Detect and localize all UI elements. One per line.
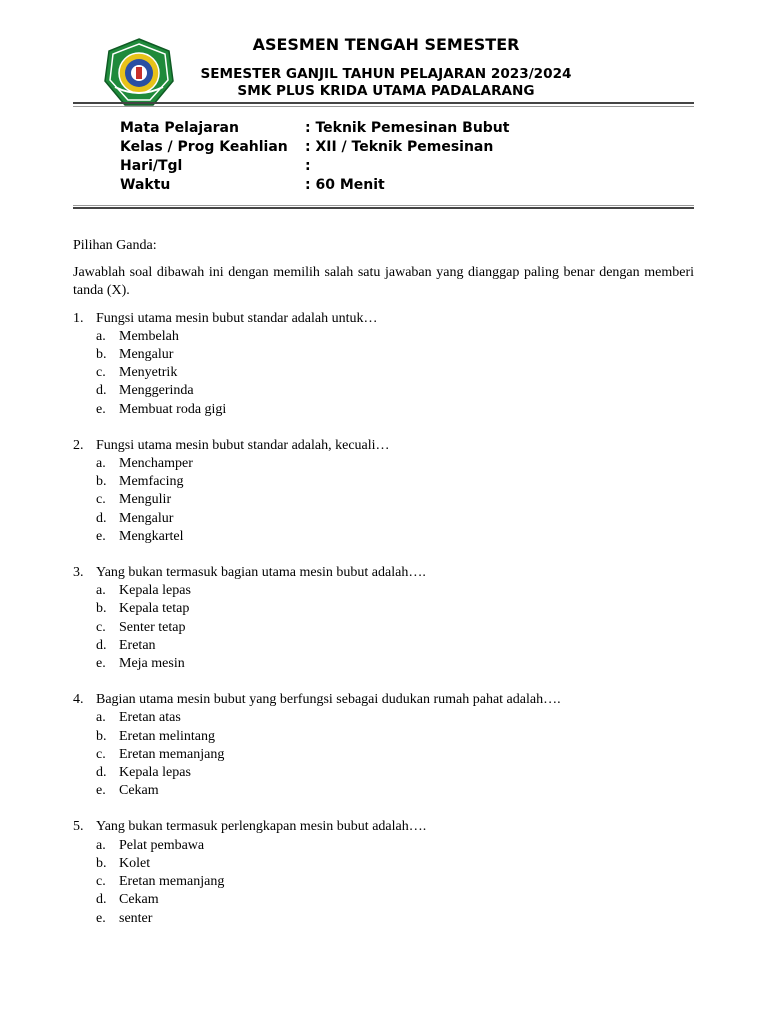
option-d (73, 891, 694, 909)
option-text: Eretan memanjang (119, 746, 225, 762)
school-logo (103, 37, 175, 109)
info-value: : 60 Menit (305, 177, 385, 193)
option-d (73, 637, 694, 655)
option-text: Eretan melintang (119, 728, 216, 744)
question-stem (73, 310, 694, 328)
info-divider-thin (73, 205, 694, 206)
option-e (73, 910, 694, 928)
question-number: 1. (73, 310, 84, 326)
option-letter: d. (96, 892, 107, 908)
option-letter: c. (96, 746, 106, 762)
header-divider (73, 102, 694, 104)
option-a (73, 582, 694, 600)
option-text: Eretan atas (119, 710, 181, 726)
option-letter: e. (96, 656, 106, 672)
option-text: Mengalur (119, 347, 174, 363)
exam-content (73, 237, 694, 946)
option-e (73, 782, 694, 800)
option-letter: a. (96, 456, 106, 472)
option-letter: a. (96, 328, 106, 344)
option-letter: e. (96, 910, 106, 926)
question-text: Fungsi utama mesin bubut standar adalah, kecuali… (96, 437, 390, 453)
question-number: 2. (73, 437, 84, 453)
option-c (73, 491, 694, 509)
question-text: Yang bukan termasuk perlengkapan mesin bubut adalah…. (96, 819, 427, 835)
option-a (73, 455, 694, 473)
info-value: : Teknik Pemesinan Bubut (305, 120, 510, 136)
option-text: Memfacing (119, 474, 184, 490)
option-text: Menggerinda (119, 383, 194, 399)
option-letter: d. (96, 765, 107, 781)
option-text: Pelat pembawa (119, 837, 205, 853)
info-label: Mata Pelajaran (120, 120, 239, 136)
info-row-class (120, 139, 640, 158)
info-row-date (120, 158, 640, 177)
option-text: Membelah (119, 328, 179, 344)
option-c (73, 364, 694, 382)
option-d (73, 510, 694, 528)
section-title: Pilihan Ganda: (73, 238, 157, 253)
option-letter: e. (96, 401, 106, 417)
question-1 (73, 310, 694, 419)
question-4 (73, 691, 694, 800)
option-letter: a. (96, 583, 106, 599)
option-letter: b. (96, 347, 107, 363)
option-letter: e. (96, 783, 106, 799)
option-text: Menyetrik (119, 365, 178, 381)
option-text: Cekam (119, 783, 159, 799)
question-text: Bagian utama mesin bubut yang berfungsi sebagai dudukan rumah pahat adalah…. (96, 692, 561, 708)
option-letter: c. (96, 619, 106, 635)
option-letter: a. (96, 710, 106, 726)
option-e (73, 655, 694, 673)
school-name: SMK PLUS KRIDA UTAMA PADALARANG (237, 83, 535, 99)
question-text: Fungsi utama mesin bubut standar adalah untuk… (96, 310, 378, 326)
option-b (73, 346, 694, 364)
option-text: senter (119, 910, 153, 926)
info-label: Hari/Tgl (120, 158, 183, 174)
question-stem (73, 818, 694, 836)
option-b (73, 728, 694, 746)
option-c (73, 746, 694, 764)
option-letter: a. (96, 837, 106, 853)
question-stem (73, 564, 694, 582)
question-number: 3. (73, 565, 84, 581)
option-a (73, 837, 694, 855)
info-row-time (120, 177, 640, 196)
option-text: Kepala lepas (119, 583, 191, 599)
question-5 (73, 818, 694, 927)
option-text: Senter tetap (119, 619, 186, 635)
question-number: 4. (73, 692, 84, 708)
option-letter: b. (96, 474, 107, 490)
info-row-subject (120, 120, 640, 139)
info-value: : XII / Teknik Pemesinan (305, 139, 494, 155)
question-stem (73, 691, 694, 709)
option-letter: c. (96, 874, 106, 890)
option-b (73, 600, 694, 618)
exam-title: ASESMEN TENGAH SEMESTER (252, 35, 520, 54)
option-text: Kepala tetap (119, 601, 190, 617)
option-letter: b. (96, 855, 107, 871)
option-text: Eretan memanjang (119, 874, 225, 890)
question-stem (73, 437, 694, 455)
option-text: Mengalur (119, 510, 174, 526)
option-c (73, 873, 694, 891)
option-letter: d. (96, 510, 107, 526)
info-label: Kelas / Prog Keahlian (120, 139, 288, 155)
exam-info (120, 120, 640, 196)
question-number: 5. (73, 819, 84, 835)
option-d (73, 764, 694, 782)
option-letter: b. (96, 728, 107, 744)
option-letter: d. (96, 383, 107, 399)
option-text: Cekam (119, 892, 159, 908)
option-text: Meja mesin (119, 656, 185, 672)
option-letter: c. (96, 492, 106, 508)
info-divider (73, 207, 694, 209)
option-c (73, 619, 694, 637)
option-e (73, 401, 694, 419)
option-b (73, 855, 694, 873)
option-e (73, 528, 694, 546)
option-letter: b. (96, 601, 107, 617)
option-a (73, 328, 694, 346)
option-d (73, 382, 694, 400)
option-text: Kepala lepas (119, 765, 191, 781)
semester-subtitle: SEMESTER GANJIL TAHUN PELAJARAN 2023/2024 (200, 66, 572, 82)
question-2 (73, 437, 694, 546)
option-text: Mengulir (119, 492, 172, 508)
question-text: Yang bukan termasuk bagian utama mesin bubut adalah…. (96, 565, 426, 581)
option-text: Membuat roda gigi (119, 401, 227, 417)
option-b (73, 473, 694, 491)
option-letter: d. (96, 637, 107, 653)
question-3 (73, 564, 694, 673)
option-letter: c. (96, 365, 106, 381)
option-text: Eretan (119, 637, 156, 653)
option-text: Mengkartel (119, 528, 184, 544)
info-label: Waktu (120, 177, 171, 193)
instruction-text: Jawablah soal dibawah ini dengan memilih salah satu jawaban yang dianggap paling benar dengan memberi tanda (X). (73, 265, 694, 299)
option-text: Menchamper (119, 456, 193, 472)
info-value: : (305, 158, 311, 174)
option-letter: e. (96, 528, 106, 544)
option-text: Kolet (119, 855, 151, 871)
option-a (73, 709, 694, 727)
header-divider-thin (73, 106, 694, 107)
